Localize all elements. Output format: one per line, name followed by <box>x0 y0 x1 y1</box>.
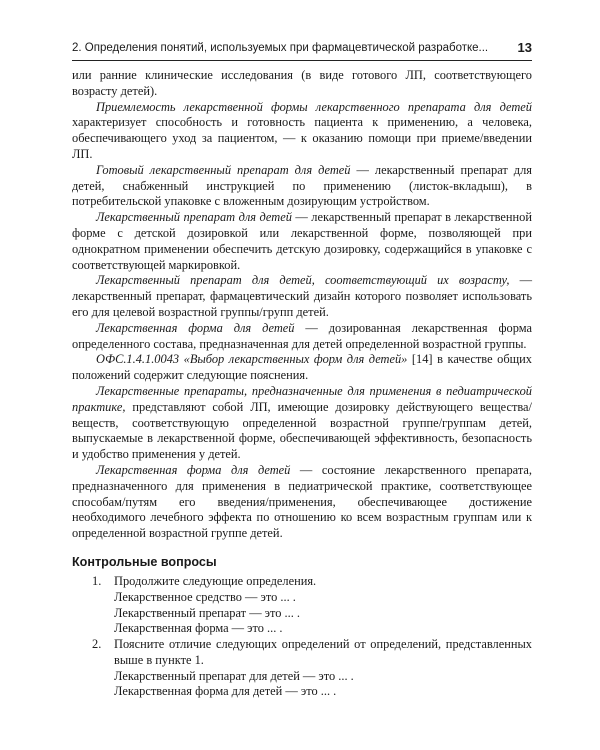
question-number: 2. <box>92 637 102 652</box>
running-header <box>72 40 532 61</box>
defined-term: Лекарственные препараты, предназначенные для применения в педиатрической практике, <box>72 383 532 414</box>
question-line: Лекарственная форма для детей — это ... . <box>114 684 337 699</box>
question-line: Лекарственное средство — это ... . <box>114 589 296 604</box>
standard-reference: ОФС.1.4.1.0043 «Выбор лекарственных форм для детей» <box>96 352 408 367</box>
running-title: 2. Определения понятий, используемых при фармацевтической разработке... <box>72 42 489 54</box>
question-line: Лекарственный препарат — это ... . <box>114 605 301 620</box>
defined-term: Приемлемость лекарственной формы лекарственного препарата для детей <box>96 99 532 114</box>
question-line: Поясните отличие следующих определений от определений, представленных выше в пункте 1. <box>114 637 532 667</box>
page-content <box>72 68 532 700</box>
page-number: 13 <box>517 40 532 55</box>
question-item <box>72 637 532 700</box>
question-line: Лекарственный препарат для детей — это ... . <box>114 668 354 683</box>
definition-paragraph: Готовый лекарственный препарат для детей — лекарственный препарат для детей, снабженный инструкцией по применению (листок-вкладыш), в потребительской упаковке с вложенным дозирующим устройством. <box>72 162 532 209</box>
definition-paragraph: Лекарственная форма для детей — дозированная лекарственная форма определенного состава, предназначенная для детей определенной возрастной группы. <box>72 320 532 351</box>
defined-term: Лекарственная форма для детей <box>96 320 295 335</box>
definition-paragraph: Лекарственный препарат для детей — лекарственный препарат в лекарственной форме с детской дозировкой или лекарственной форме, позволяющей при однократном применении обеспечить детскую дозировку, содержащийся в упаковке с соответствующей маркировкой. <box>72 210 532 272</box>
question-number: 1. <box>92 573 102 588</box>
question-line: Лекарственная форма — это ... . <box>114 621 283 636</box>
defined-term: Лекарственная форма для детей <box>96 462 291 477</box>
paragraph-continuation: или ранние клинические исследования (в виде готового ЛП, соответствующего возрасту детей). <box>72 68 532 98</box>
defined-term: Лекарственный препарат для детей, соответствующий их возрасту, <box>96 273 510 288</box>
definition-paragraph: Лекарственные препараты, предназначенные для применения в педиатрической практике, представляют собой ЛП, имеющие дозировку действующего вещества/веществ, соответствующую определенной возрастной группе/группам детей, выпускаемые в лекарственной форме, обеспечивающей эффективность, безопасность и удобство применения у детей. <box>72 383 532 462</box>
section-heading: Контрольные вопросы <box>72 554 217 569</box>
question-item <box>72 574 532 637</box>
definition-paragraph: Лекарственный препарат для детей, соответствующий их возрасту, — лекарственный препарат, фармацевтический дизайн которого позволяет использовать его для целевой возрастной группы/групп детей. <box>72 273 532 319</box>
question-line: Продолжите следующие определения. <box>114 573 317 588</box>
definition-paragraph: Лекарственная форма для детей — состояние лекарственного препарата, предназначенного для применения в педиатрической практике, соответствующее способам/путям его введения/применения, обеспечивающее достижение необходимого лечебного эффекта по отношению ко всем возрастным группам или к определенной возрастной группе детей. <box>72 462 532 541</box>
definition-paragraph: Приемлемость лекарственной формы лекарственного препарата для детей характеризует способность и готовность пациента к применению, а человека, обеспечивающего уход за пациентом, — к оказанию помощи при приеме/введении ЛП. <box>72 99 532 161</box>
standard-reference-paragraph: ОФС.1.4.1.0043 «Выбор лекарственных форм для детей» [14] в качестве общих положений содержит следующие пояснения. <box>72 352 532 383</box>
defined-term: Лекарственный препарат для детей <box>96 210 292 225</box>
question-list <box>72 574 532 700</box>
defined-term: Готовый лекарственный препарат для детей <box>96 162 351 177</box>
